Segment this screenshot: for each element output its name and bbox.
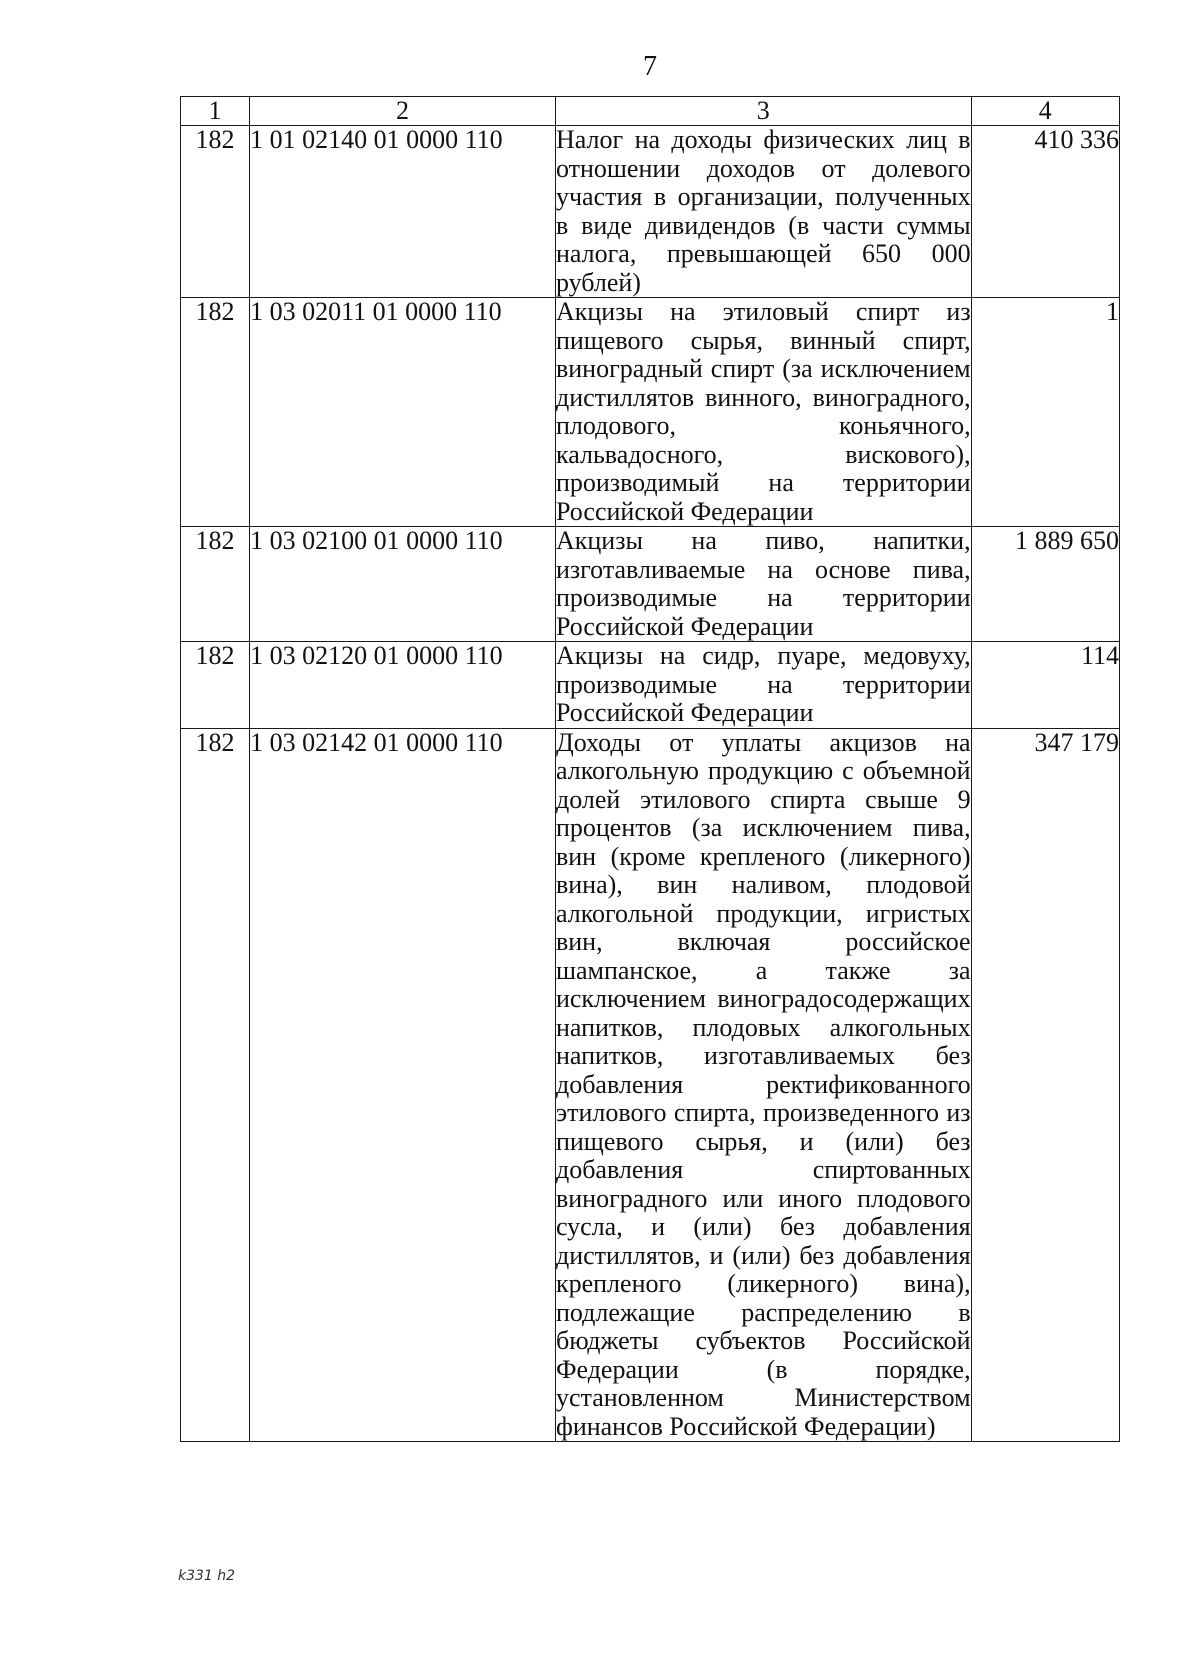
header-col-3: 3 (555, 97, 971, 126)
amount-cell: 410 336 (971, 126, 1119, 298)
admin-code-cell: 182 (181, 298, 250, 527)
table-row (181, 728, 1120, 1442)
admin-code-cell: 182 (181, 642, 250, 729)
amount-cell: 347 179 (971, 728, 1119, 1442)
table-container (180, 96, 1120, 1442)
table-header-row (181, 97, 1120, 126)
classification-code-cell: 1 03 02142 01 0000 110 (250, 728, 556, 1442)
table-row (181, 527, 1120, 642)
header-col-1: 1 (181, 97, 250, 126)
classification-code-cell: 1 03 02011 01 0000 110 (250, 298, 556, 527)
document-code-stamp: k331 h2 (178, 1568, 236, 1584)
amount-cell: 114 (971, 642, 1119, 729)
admin-code-cell: 182 (181, 527, 250, 642)
amount-cell: 1 (971, 298, 1119, 527)
table-row (181, 126, 1120, 298)
admin-code-cell: 182 (181, 126, 250, 298)
page-number: 7 (643, 51, 657, 82)
classification-code-cell: 1 03 02120 01 0000 110 (250, 642, 556, 729)
admin-code-cell: 182 (181, 728, 250, 1442)
revenue-table (180, 96, 1120, 1442)
classification-code-cell: 1 01 02140 01 0000 110 (250, 126, 556, 298)
classification-code-cell: 1 03 02100 01 0000 110 (250, 527, 556, 642)
table-row (181, 298, 1120, 527)
header-col-2: 2 (250, 97, 556, 126)
table-row (181, 642, 1120, 729)
revenue-name-cell: Акцизы на этиловый спирт из пищевого сырья, винный спирт, виноградный спирт (за исключением дистиллятов винного, виноградного, плодового, коньячного, кальвадосного, вискового), производимый на территории Российской Федерации (555, 297, 971, 526)
header-col-4: 4 (971, 97, 1119, 126)
revenue-name-cell: Налог на доходы физических лиц в отношении доходов от долевого участия в организации, полученных в виде дивидендов (в части суммы налога, превышающей 650 000 рублей) (555, 125, 971, 297)
revenue-name-cell: Акцизы на сидр, пуаре, медовуху, производимые на территории Российской Федерации (555, 641, 971, 727)
revenue-name-cell: Акцизы на пиво, напитки, изготавливаемые на основе пива, производимые на территории Российской Федерации (555, 526, 971, 641)
revenue-name-cell: Доходы от уплаты акцизов на алкогольную продукцию с объемной долей этилового спирта свыше 9 процентов (за исключением пива, вин (кроме крепленого (ликерного) вина), вин наливом, плодовой алкогольной продукции, игристых вин, включая российское шампанское, а также за исключением виноградосодержащих напитков, плодовых алкогольных напитков, изготавливаемых без добавления ректификованного этилового спирта, произведенного из пищевого сырья, и (или) без добавления спиртованных виноградного или иного плодового сусла, и (или) без добавления дистиллятов, и (или) без добавления крепленого (ликерного) вина), подлежащие распределению в бюджеты субъектов Российской Федерации (в порядке, установленном Министерством финансов Российской Федерации) (555, 727, 971, 1441)
amount-cell: 1 889 650 (971, 527, 1119, 642)
